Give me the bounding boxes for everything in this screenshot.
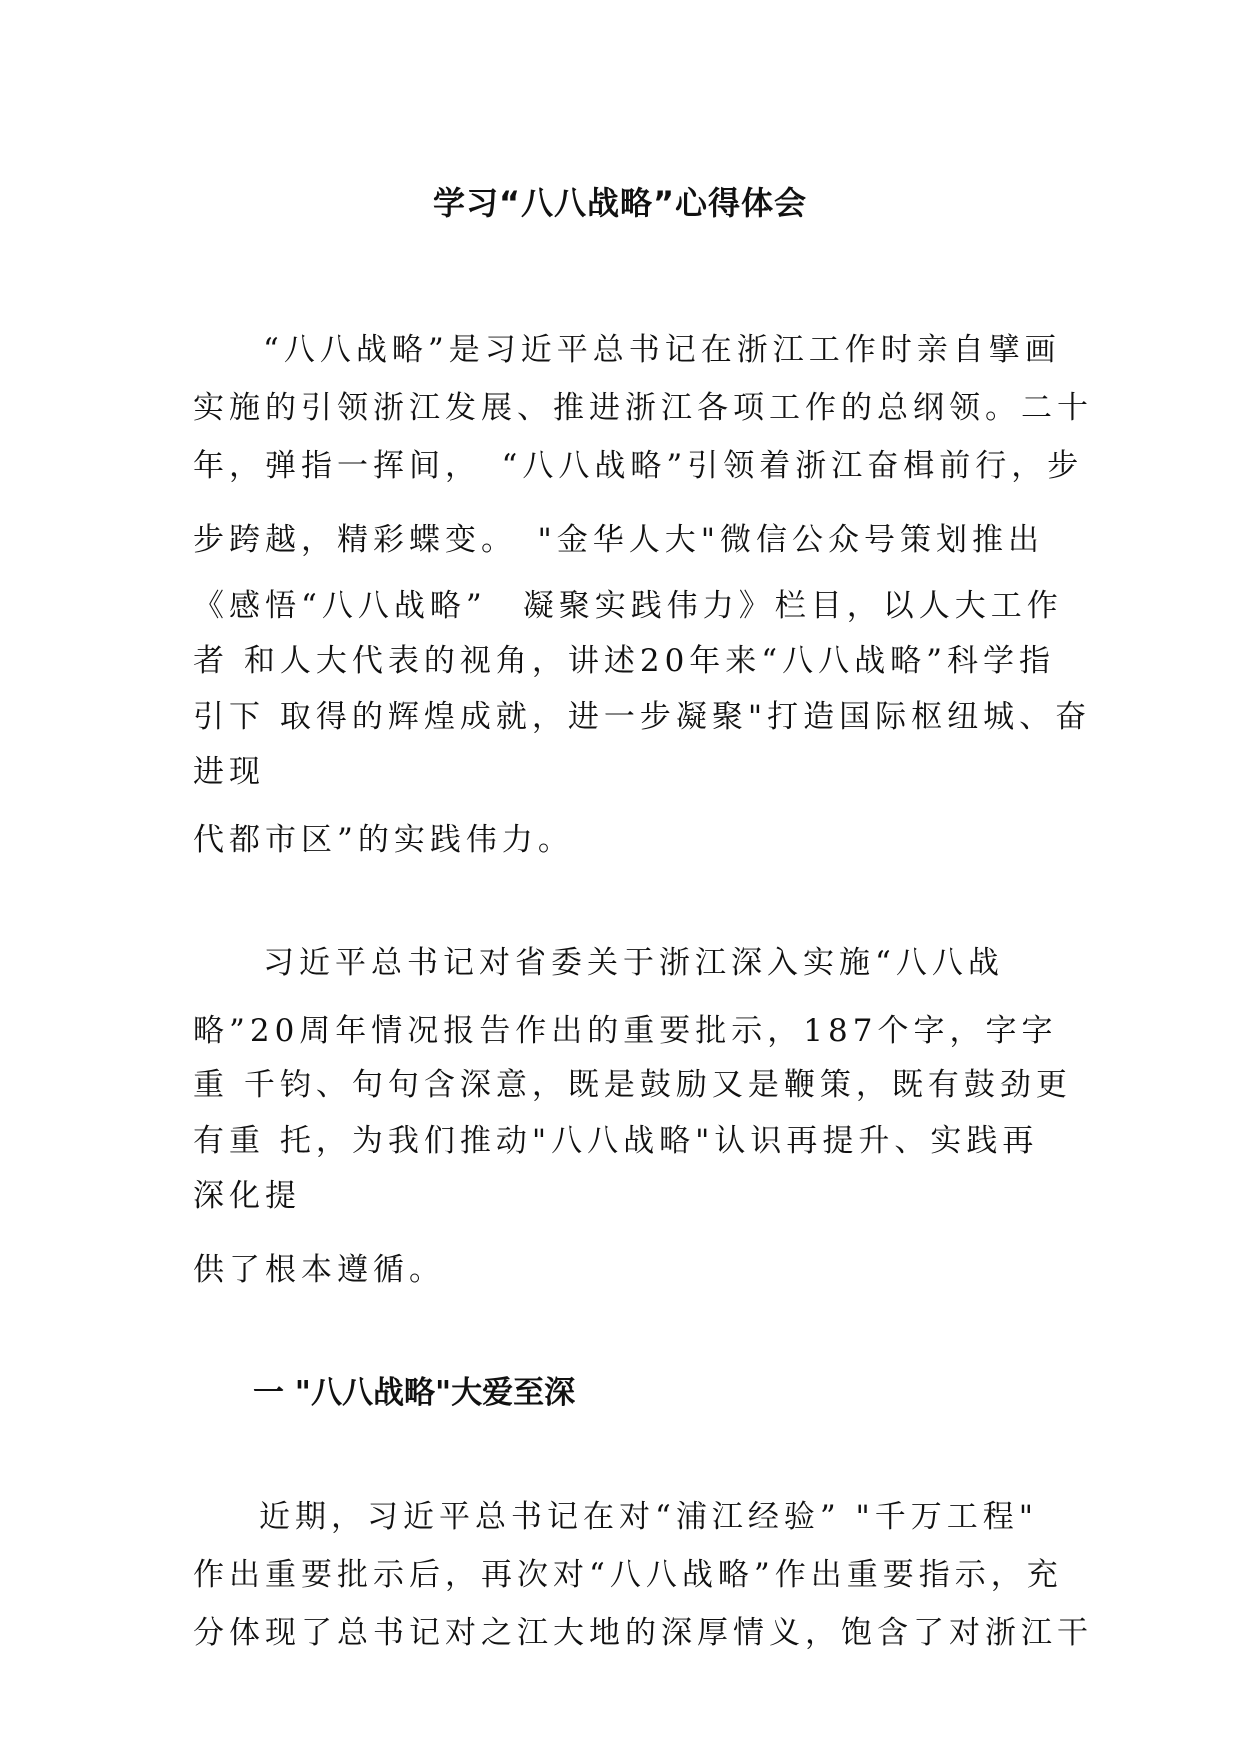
paragraph-line: 进现 <box>193 754 265 790</box>
paragraph-line: 供了根本遵循。 <box>193 1252 445 1288</box>
paragraph-line: 步跨越，精彩蝶变。 "金华人大"微信公众号策划推出 <box>193 522 1045 558</box>
paragraph-line: 习近平总书记对省委关于浙江深入实施“八八战 <box>263 945 1004 981</box>
paragraph-line: 《感悟“八八战略” 凝聚实践伟力》栏目，以人大工作 <box>193 588 1063 624</box>
paragraph-line: 略”20周年情况报告作出的重要批示，187个字，字字 <box>193 1013 1058 1049</box>
paragraph-line: 作出重要批示后，再次对“八八战略”作出重要指示，充 <box>193 1557 1063 1593</box>
section-heading: 一 "八八战略"大爱至深 <box>253 1375 576 1411</box>
paragraph-line: 年，弹指一挥间， “八八战略”引领着浙江奋楫前行，步 <box>193 448 1084 484</box>
paragraph-line: 引下 取得的辉煌成就，进一步凝聚"打造国际枢纽城、奋 <box>193 699 1092 735</box>
paragraph-line: 有重 托，为我们推动"八八战略"认识再提升、实践再 <box>193 1123 1039 1159</box>
paragraph-line: 代都市区”的实践伟力。 <box>193 822 574 858</box>
paragraph-line: 重 千钧、句句含深意，既是鼓励又是鞭策，既有鼓劲更 <box>193 1067 1072 1103</box>
paragraph-line: 深化提 <box>193 1178 301 1214</box>
paragraph-line: 实施的引领浙江发展、推进浙江各项工作的总纲领。二十 <box>193 390 1093 426</box>
paragraph-line: “八八战略”是习近平总书记在浙江工作时亲自擘画 <box>263 332 1061 368</box>
document-title: 学习“八八战略”心得体会 <box>432 184 808 222</box>
paragraph-line: 近期，习近平总书记在对“浦江经验” "千万工程" <box>259 1499 1039 1535</box>
paragraph-line: 分体现了总书记对之江大地的深厚情义，饱含了对浙江干 <box>193 1615 1093 1651</box>
paragraph-line: 者 和人大代表的视角，讲述20年来“八八战略”科学指 <box>193 643 1055 679</box>
